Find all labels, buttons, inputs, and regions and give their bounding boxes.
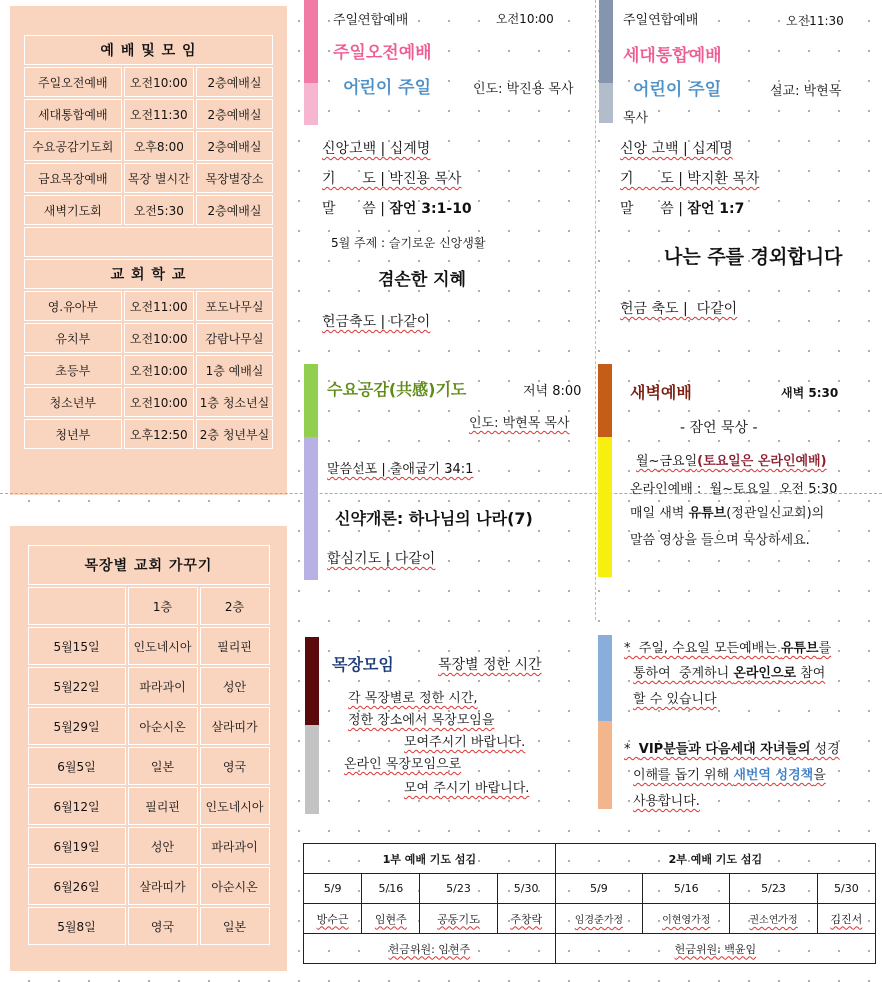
notice-line5: 이해를 돕기 위해 새번역 성경책을 xyxy=(633,768,826,783)
mokjang-title: 목장모임 xyxy=(332,655,394,674)
service2-leader-cont: 목사 xyxy=(623,111,649,126)
wednesday-bar-bottom xyxy=(304,437,318,580)
notice-bar-top xyxy=(598,635,612,721)
dawn-title: 새벽예배 xyxy=(630,383,692,402)
dawn-subtitle: - 잠언 묵상 - xyxy=(680,420,758,436)
wednesday-line2: 합심기도 | 다같이 xyxy=(327,551,436,567)
service1-line2: 기 도 | 박진용 목사 xyxy=(322,171,462,187)
cell-church-care-panel xyxy=(10,526,287,971)
table-row: 주일오전예배 오전10:00 2층예배실 xyxy=(24,67,273,97)
table-row: 5월22일 파라과이 성안 xyxy=(28,667,270,705)
table-row: 방수근 임현주 공동기도 주창락 임경준가정 이현영가정 권소연가정 김진서 xyxy=(304,904,876,934)
service1-time: 오전10:00 xyxy=(496,12,554,26)
notice-bar-bottom xyxy=(598,721,612,809)
service1-bar-bottom xyxy=(304,83,318,125)
worship-schedule-title: 예 배 및 모 임 xyxy=(24,35,273,65)
service2-offering: 헌금 축도 | 다같이 xyxy=(620,301,738,317)
mokjang-line4: 온라인 목장모임으로 xyxy=(344,757,462,772)
dawn-line3: 매일 새벽 유튜브(정관일신교회)의 xyxy=(630,506,825,521)
notice-line2: 통하여 중계하니 온라인으로 참여 xyxy=(633,666,826,681)
table-row: 6월5일 일본 영국 xyxy=(28,747,270,785)
service1-offering: 헌금축도 | 다같이 xyxy=(322,314,431,330)
table-row: 초등부 오전10:00 1층 예배실 xyxy=(24,355,273,385)
dawn-line1: 월~금요일(토요일은 온라인예배) xyxy=(636,454,827,469)
cell-church-care-title: 목장별 교회 가꾸기 xyxy=(28,545,270,585)
service1-title: 주일오전예배 xyxy=(333,43,432,63)
mokjang-line5: 모여 주시기 바랍니다. xyxy=(404,781,530,796)
table-row xyxy=(24,227,273,257)
dawn-line4: 말씀 영상을 들으며 묵상하세요. xyxy=(630,533,810,548)
mokjang-line3: 모여주시기 바랍니다. xyxy=(404,735,526,750)
dawn-time: 새벽 5:30 xyxy=(781,386,839,400)
service1-theme: 5월 주제 : 슬기로운 신앙생활 xyxy=(331,236,486,250)
notice-line3: 할 수 있습니다 xyxy=(633,692,717,707)
prayer-table-footer-2: 헌금위원: 백윤임 xyxy=(555,934,875,964)
cell-church-care-table xyxy=(26,543,272,947)
service2-subtitle: 어린이 주일 xyxy=(633,80,722,100)
mokjang-bar-top xyxy=(305,637,319,725)
table-row: 1층 2층 xyxy=(28,587,270,625)
mokjang-bar-bottom xyxy=(305,725,319,814)
table-row: 영.유아부 오전11:00 포도나무실 xyxy=(24,291,273,321)
wednesday-line1: 말씀선포 | 출애굽기 34:1 xyxy=(327,462,474,477)
church-school-title: 교 회 학 교 xyxy=(24,259,273,289)
service1-header: 주일연합예배 xyxy=(333,13,409,28)
wednesday-leader: 인도: 박현목 목사 xyxy=(469,416,570,431)
table-row: 6월12일 필리핀 인도네시아 xyxy=(28,787,270,825)
service2-bar-bottom xyxy=(599,83,613,123)
table-row: 새벽기도회 오전5:30 2층예배실 xyxy=(24,195,273,225)
service1-subtitle: 어린이 주일 xyxy=(343,78,432,98)
mokjang-subtitle: 목장별 정한 시간 xyxy=(438,657,542,673)
worship-schedule-table xyxy=(22,33,275,451)
table-row xyxy=(304,934,876,964)
table-row: 5/9 5/16 5/23 5/30 5/9 5/16 5/23 5/30 xyxy=(304,874,876,904)
table-row: 6월26일 살라띠가 아순시온 xyxy=(28,867,270,905)
service2-leader: 설교: 박현목 xyxy=(770,84,842,99)
service2-line3: 말 씀 | 잠언 1:7 xyxy=(620,201,745,217)
worship-schedule-panel xyxy=(10,6,287,495)
mokjang-line2: 정한 장소에서 목장모임을 xyxy=(348,713,495,728)
dawn-bar-bottom xyxy=(598,437,612,577)
table-row: 수요공감기도회 오후8:00 2층예배실 xyxy=(24,131,273,161)
prayer-service-table xyxy=(303,843,876,964)
table-row: 5월29일 아순시온 살라띠가 xyxy=(28,707,270,745)
table-row: 청년부 오후12:50 2층 청년부실 xyxy=(24,419,273,449)
service1-sermon: 겸손한 지혜 xyxy=(378,270,467,290)
service2-title: 세대통합예배 xyxy=(623,46,722,66)
prayer-table-footer-1: 헌금위원: 임현주 xyxy=(304,934,556,964)
wednesday-title: 수요공감(共感)기도 xyxy=(327,380,467,399)
wednesday-bar-top xyxy=(304,364,318,437)
service1-line1: 신앙고백 | 십계명 xyxy=(322,141,431,157)
table-row: 세대통합예배 오전11:30 2층예배실 xyxy=(24,99,273,129)
mokjang-line1: 각 목장별로 정한 시간, xyxy=(348,691,478,706)
notice-line1: * 주일, 수요일 모든예배는 유튜브를 xyxy=(624,641,832,656)
wednesday-sermon: 신약개론: 하나님의 나라(7) xyxy=(335,509,533,528)
service2-line2: 기 도 | 박지환 목자 xyxy=(620,171,760,187)
notice-line6: 사용합니다. xyxy=(633,794,700,809)
wednesday-time: 저녁 8:00 xyxy=(523,384,582,399)
table-row: 금요목장예배 목장 별시간 목장별장소 xyxy=(24,163,273,193)
service2-sermon: 나는 주를 경외합니다 xyxy=(664,246,843,268)
table-row: 청소년부 오전10:00 1층 청소년실 xyxy=(24,387,273,417)
service1-leader: 인도: 박진용 목사 xyxy=(473,82,574,97)
service2-line1: 신앙 고백 | 십계명 xyxy=(620,141,733,157)
prayer-table-header-1: 1부 예배 기도 섬김 xyxy=(304,844,556,874)
service1-line3: 말 씀 | 잠언 3:1-10 xyxy=(322,201,472,217)
table-row: 5월8일 영국 일본 xyxy=(28,907,270,945)
service2-time: 오전11:30 xyxy=(786,14,844,28)
service1-bar-top xyxy=(304,0,318,83)
table-row: 6월19일 성안 파라과이 xyxy=(28,827,270,865)
table-row: 5월15일 인도네시아 필리핀 xyxy=(28,627,270,665)
dawn-bar-top xyxy=(598,364,612,437)
column-divider xyxy=(595,0,596,620)
prayer-table-header-2: 2부 예배 기도 섬김 xyxy=(555,844,875,874)
service2-bar-top xyxy=(599,0,613,83)
table-row: 유치부 오전10:00 감람나무실 xyxy=(24,323,273,353)
notice-line4: * VIP분들과 다음세대 자녀들의 성경 xyxy=(624,742,840,757)
dawn-line2: 온라인예배 : 월~토요일 오전 5:30 xyxy=(630,482,838,497)
service2-header: 주일연합예배 xyxy=(623,13,699,28)
